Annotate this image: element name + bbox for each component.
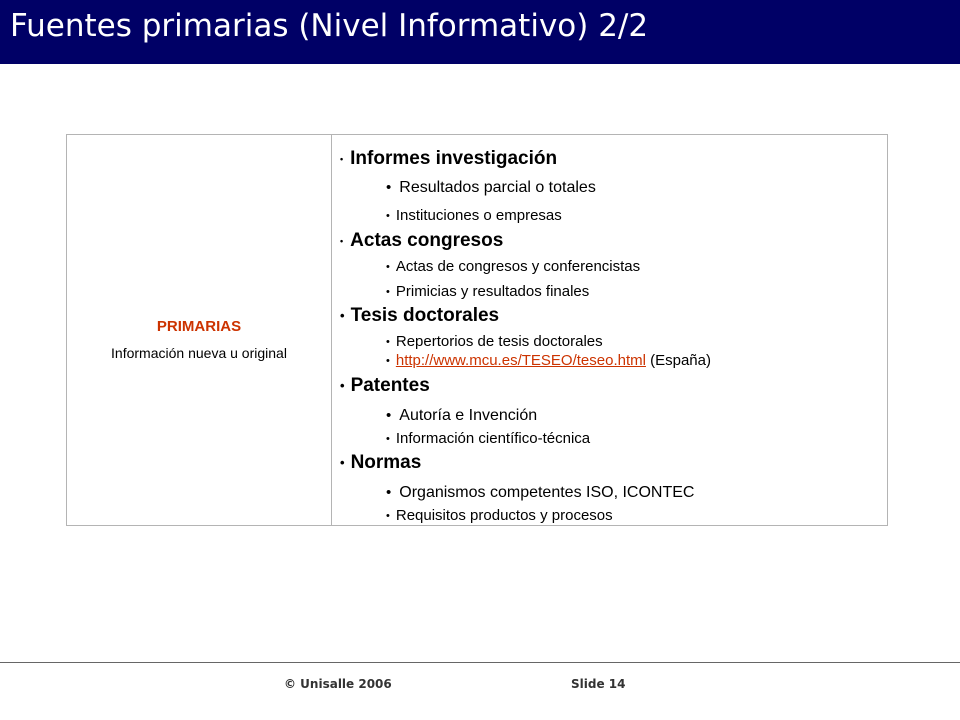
bullet-icon: •	[386, 286, 390, 298]
title-bar	[0, 0, 960, 64]
bullet-icon: •	[340, 455, 345, 470]
bullet-icon: •	[386, 336, 390, 348]
heading-tesis: • Tesis doctorales	[340, 305, 500, 326]
bullet-icon: •	[340, 236, 344, 246]
bullet-icon: •	[386, 407, 392, 424]
list-item: • Requisitos productos y procesos	[386, 507, 613, 524]
heading-normas: • Normas	[340, 452, 422, 473]
list-item: • Primicias y resultados finales	[386, 283, 590, 300]
bullet-icon: •	[386, 179, 392, 196]
list-item: • Resultados parcial o totales	[386, 179, 596, 196]
bullet-icon: •	[386, 210, 390, 222]
list-item: • Repertorios de tesis doctorales	[386, 333, 603, 350]
footer-divider	[0, 662, 960, 663]
primarias-title: PRIMARIAS	[156, 318, 242, 335]
slide-title: Fuentes primarias (Nivel Informativo) 2/2	[10, 8, 649, 44]
heading-informes: • Informes investigación	[340, 148, 558, 169]
footer-copyright: © Unisalle 2006	[284, 677, 392, 691]
bullet-icon: •	[386, 261, 390, 273]
footer-slide-number: Slide 14	[571, 677, 626, 691]
bullet-icon: •	[340, 154, 344, 164]
list-item: • Autoría e Invención	[386, 407, 538, 424]
teseo-link[interactable]: http://www.mcu.es/TESEO/teseo.html	[395, 352, 646, 369]
list-item: • Instituciones o empresas	[386, 207, 562, 224]
bullet-icon: •	[386, 484, 392, 501]
list-item: • Información científico-técnica	[386, 430, 591, 447]
bullet-icon: •	[386, 510, 390, 522]
list-item: • Organismos competentes ISO, ICONTEC	[386, 484, 695, 501]
list-item: • Actas de congresos y conferencistas	[386, 258, 641, 275]
table-left-cell	[67, 135, 332, 525]
heading-patentes: • Patentes	[340, 375, 430, 396]
bullet-icon: •	[340, 308, 345, 323]
primarias-subtitle: Información nueva u original	[111, 345, 287, 361]
bullet-icon: •	[386, 355, 390, 367]
heading-actas: • Actas congresos	[340, 230, 504, 251]
list-item: • http://www.mcu.es/TESEO/teseo.html (España)	[386, 352, 711, 369]
bullet-icon: •	[386, 433, 390, 445]
bullet-icon: •	[340, 378, 345, 393]
